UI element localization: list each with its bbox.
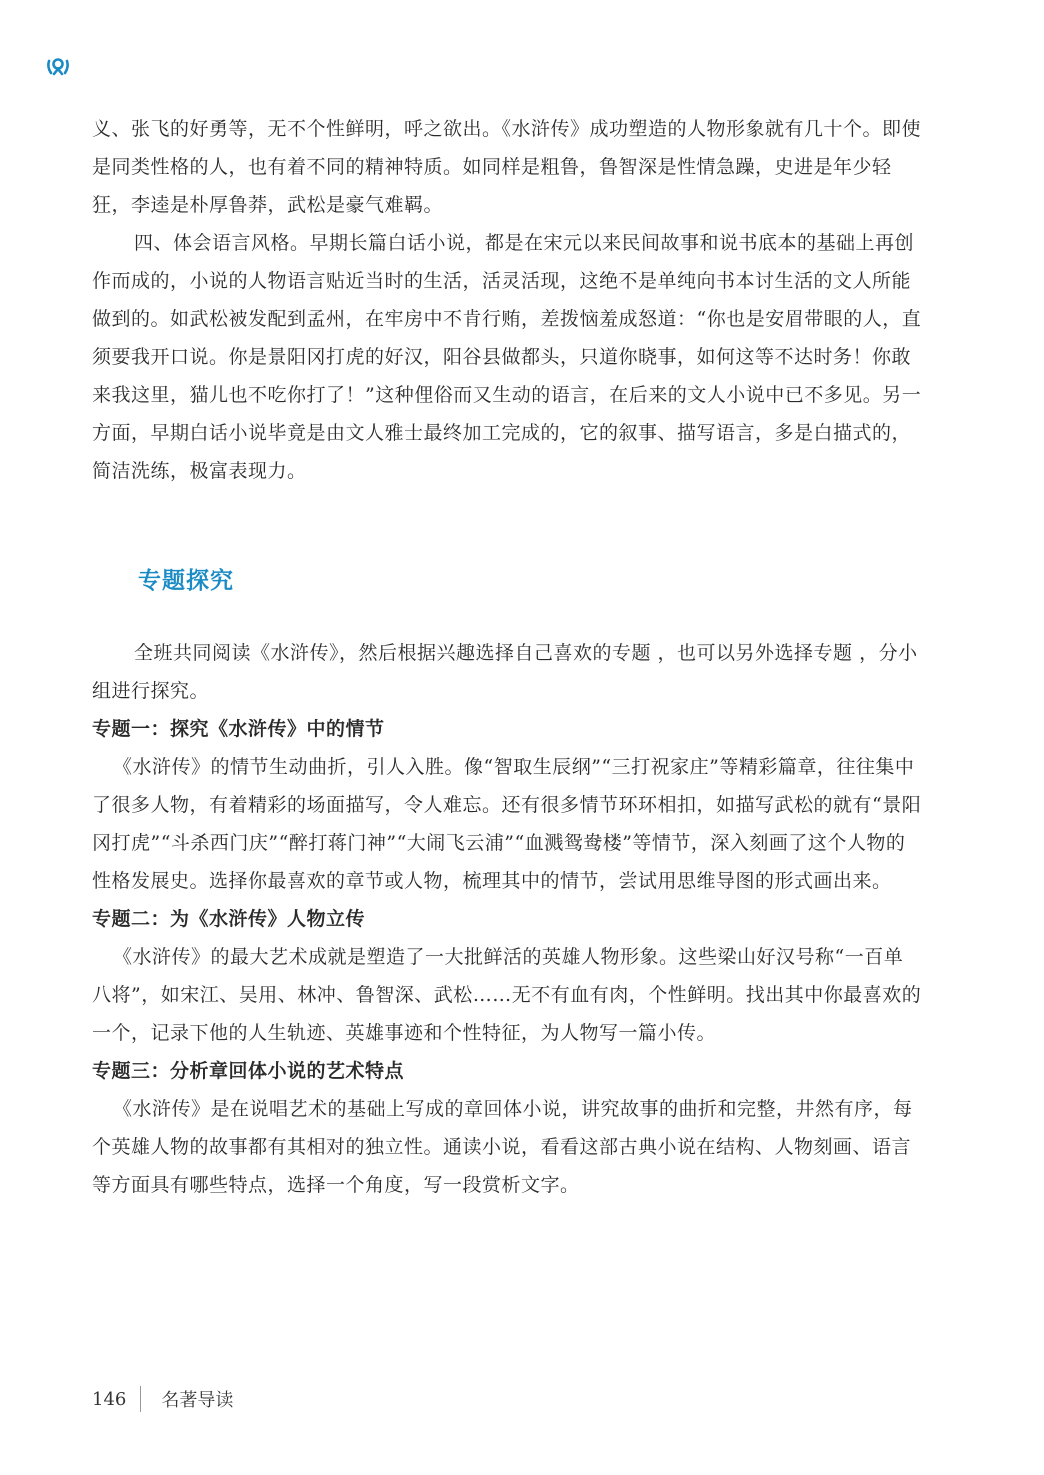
topic-1-body: 《水浒传》的情节生动曲折，引人入胜。像“智取生辰纲”“三打祝家庄”等精彩篇章，往往集中了很多人物，有着精彩的场面描写，令人难忘。还有很多情节环环相扣，如描写武松的就有“景阳冈打虎”“斗杀西门庆”“醉打蒋门神”“大闹飞云浦”“血溅鸳鸯楼”等情节，深入刻画了这个人物的性格发展史。选择你最喜欢的章节或人物，梳理其中的情节，尝试用思维导图的形式画出来。 [92, 756, 922, 892]
continued-text-block [92, 110, 922, 490]
book-reading-icon [44, 52, 72, 80]
topic-2-heading: 专题二：为《水浒传》人物立传 [92, 908, 366, 930]
page-number: 146 [92, 1388, 127, 1410]
topic-3-body: 《水浒传》是在说唱艺术的基础上写成的章回体小说，讲究故事的曲折和完整，井然有序，每个英雄人物的故事都有其相对的独立性。通读小说，看看这部古典小说在结构、人物刻画、语言等方面具有哪些特点，选择一个角度，写一段赏析文字。 [92, 1098, 913, 1196]
section-title: 专题探究 [138, 567, 234, 594]
topic-1-heading: 专题一：探究《水浒传》中的情节 [92, 718, 385, 740]
paragraph-language-style: 四、体会语言风格。早期长篇白话小说，都是在宋元以来民间故事和说书底本的基础上再创作而成的，小说的人物语言贴近当时的生活，活灵活现，这绝不是单纯向书本讨生活的文人所能做到的。如武松被发配到孟州，在牢房中不肯行贿，差拨恼羞成怒道：“你也是安眉带眼的人，直须要我开口说。你是景阳冈打虎的好汉，阳谷县做都头，只道你晓事，如何这等不达时务！你敢来我这里，猫儿也不吃你打了！”这种俚俗而又生动的语言，在后来的文人小说中已不多见。另一方面，早期白话小说毕竟是由文人雅士最终加工完成的，它的叙事、描写语言，多是白描式的，简洁洗练，极富表现力。 [92, 232, 922, 482]
book-title: 名著导读 [161, 1390, 234, 1411]
topic-2-body: 《水浒传》的最大艺术成就是塑造了一大批鲜活的英雄人物形象。这些梁山好汉号称“一百单八将”，如宋江、吴用、林冲、鲁智深、武松……无不有血有肉，个性鲜明。找出其中你最喜欢的一个，记录下他的人生轨迹、英雄事迹和个性特征，为人物写一篇小传。 [92, 946, 922, 1044]
page-footer [92, 1386, 233, 1412]
section-intro: 全班共同阅读《水浒传》，然后根据兴趣选择自己喜欢的专题 ，也可以另外选择专题 ，分小组进行探究。 [92, 642, 918, 702]
section-body [92, 634, 922, 1204]
topic-3-heading: 专题三：分析章回体小说的艺术特点 [92, 1060, 405, 1082]
footer-divider [140, 1386, 141, 1412]
paragraph-character-traits: 义、张飞的好勇等，无不个性鲜明，呼之欲出。《水浒传》成功塑造的人物形象就有几十个。即使是同类性格的人，也有着不同的精神特质。如同样是粗鲁，鲁智深是性情急躁，史进是年少轻狂，李逵是朴厚鲁莽，武松是豪气难羁。 [92, 118, 922, 216]
